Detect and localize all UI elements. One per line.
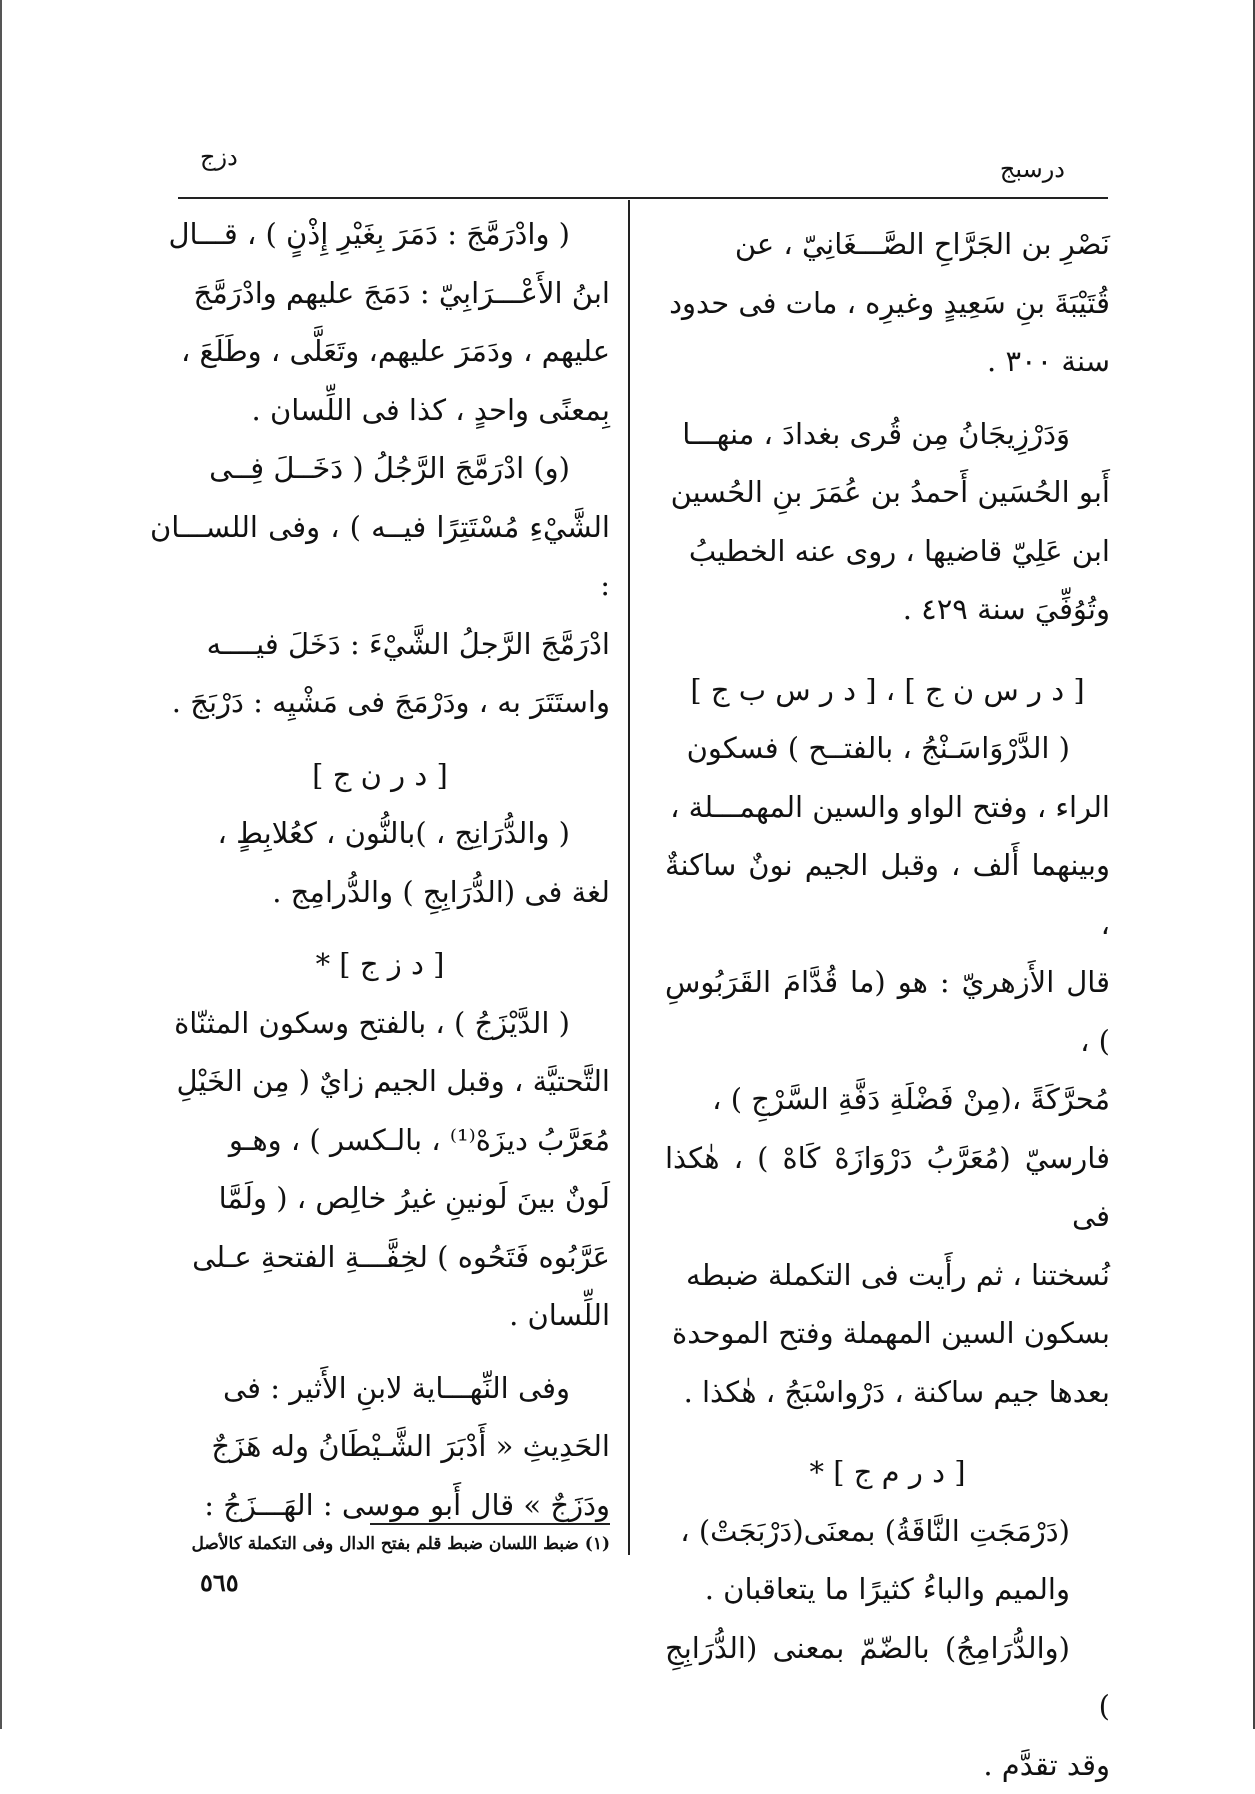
text-line: قال الأَزهريّ : هو (ما قُدَّامَ القَرَبُوسِ ) ، <box>665 953 1110 1070</box>
text-line: مُعَرَّبُ ديزَهْ⁽¹⁾ ، بالـكسر ) ، وهـو <box>150 1111 610 1170</box>
left-paragraph-1 <box>150 205 610 439</box>
text-line: اللِّسان . <box>150 1286 610 1345</box>
text-line: ابنُ الأَعْـــرَابِيّ : دَمَجَ عليهم وادْرَمَّجَ <box>150 264 610 323</box>
text-line: (و) ادْرَمَّجَ الرَّجُلُ ( دَخَــلَ فِــى <box>150 439 610 498</box>
text-line: والميم والباءُ كثيرًا ما يتعاقبان . <box>665 1560 1110 1619</box>
text-line: نَصْرِ بن الجَرَّاحِ الصَّـــغَانِيّ ، عن <box>665 215 1110 274</box>
right-paragraph-4 <box>665 1502 1110 1619</box>
text-line: ( الدَّيْزَجُ ) ، بالفتح وسكون المثنّاة <box>150 994 610 1053</box>
right-paragraph-3 <box>665 719 1110 1421</box>
text-line: وَدَرْزِيجَانُ مِن قُرى بغدادَ ، منهـــا <box>665 405 1110 464</box>
text-line: أَبو الحُسَين أَحمدُ بن عُمَرَ بنِ الحُسين <box>665 463 1110 522</box>
right-column <box>665 215 1110 1794</box>
text-line: ( وادْرَمَّجَ : دَمَرَ بِغَيْرِ إِذْنٍ ) ، قـــال <box>150 205 610 264</box>
running-head-left: دزج <box>200 143 300 171</box>
entry-heading-darmaj: [ د ر م ج ] * <box>665 1443 1110 1502</box>
text-line: الراء ، وفتح الواو والسين المهمـــلة ، <box>665 778 1110 837</box>
header-rule <box>178 197 1108 199</box>
text-line: بسكون السين المهملة وفتح الموحدة <box>665 1304 1110 1363</box>
left-paragraph-5 <box>150 1359 610 1535</box>
text-line: بعدها جيم ساكنة ، دَرْواسْبَجُ ، هٰكذا . <box>665 1363 1110 1422</box>
text-line: ابن عَلِيّ قاضيها ، روى عنه الخطيبُ <box>665 522 1110 581</box>
text-line: عليهم ، ودَمَرَ عليهم، وتَعَلَّى ، وطَلَعَ ، <box>150 322 610 381</box>
text-line: سنة ٣٠٠ . <box>665 332 1110 391</box>
running-head-right: درسبج <box>985 155 1065 183</box>
text-line: وفى النِّهـــاية لابنِ الأَثير : فى <box>150 1359 610 1418</box>
text-line: مُحرَّكَةً ،(مِنْ فَضْلَةِ دَفَّةِ السَّرْجِ ) ، <box>665 1070 1110 1129</box>
text-line: الشَّيْءِ مُسْتَتِرًا فيــه ) ، وفى اللســـان : <box>150 498 610 615</box>
text-line: لَونٌ بينَ لَونينِ غيرُ خالِص ، ( ولَمَّا <box>150 1169 610 1228</box>
text-line: (والدُّرَامِجُ) بالضّمّ بمعنى (الدُّرَابِجِ ) <box>665 1619 1110 1736</box>
text-line: ادْرَمَّجَ الرَّجلُ الشَّيْءَ : دَخَلَ فيــــه <box>150 615 610 674</box>
entry-heading-daranj: [ د ر ن ج ] <box>150 746 610 805</box>
text-line: ودَزَجٌ » قال أَبو موسى : الهَـــزَجُ : <box>150 1476 610 1535</box>
text-line: قُتَيْبَةَ بنِ سَعِيدٍ وغيرِه ، مات فى حدود <box>665 274 1110 333</box>
text-line: واستَتَرَ به ، ودَرْمَجَ فى مَشْيِه : دَرْبَجَ . <box>150 673 610 732</box>
right-paragraph-1 <box>665 215 1110 391</box>
left-column <box>150 205 610 1534</box>
left-page-edge <box>0 0 2 1729</box>
text-line: ( الدَّرْوَاسَـنْجُ ، بالفتــح ) فسكون <box>665 719 1110 778</box>
left-paragraph-3 <box>150 804 610 921</box>
text-line: بِمعنًى واحدٍ ، كذا فى اللِّسان . <box>150 381 610 440</box>
text-line: (دَرْمَجَتِ النَّاقَةُ) بمعنَى(دَرْبَجَتْ) ، <box>665 1502 1110 1561</box>
text-line: وتُوُفِّيَ سنة ٤٢٩ . <box>665 580 1110 639</box>
right-paragraph-5 <box>665 1619 1110 1794</box>
left-paragraph-2 <box>150 439 610 732</box>
footnote: (١) ضبط اللسان ضبط قلم بفتح الدال وفى التكملة كالأصل <box>140 1530 610 1558</box>
right-paragraph-2 <box>665 405 1110 639</box>
text-line: ( والدُّرَانِج ، )بالنُّون ، كعُلابِطٍ ، <box>150 804 610 863</box>
entry-heading-dazaj: [ د ز ج ] * <box>150 935 610 994</box>
entry-heading-darsanj: [ د ر س ن ج ] ، [ د ر س ب ج ] <box>665 661 1110 720</box>
left-paragraph-4 <box>150 994 610 1345</box>
text-line: وبينهما أَلف ، وقبل الجيم نونٌ ساكنةٌ ، <box>665 836 1110 953</box>
text-line: نُسختنا ، ثم رأَيت فى التكملة ضبطه <box>665 1246 1110 1305</box>
text-line: عَرَّبُوه فَتَحُوه ) لخِفَّـــةِ الفتحةِ عـلى <box>150 1228 610 1287</box>
page-number: ٥٦٥ <box>200 1568 250 1597</box>
text-line: وقد تقدَّم . <box>665 1736 1110 1794</box>
text-line: الحَدِيثِ « أَدْبَرَ الشَّـيْطَانُ وله هَزَجٌ <box>150 1417 610 1476</box>
column-divider <box>628 200 630 1555</box>
text-line: لغة فى (الدُّرَابِجِ ) والدُّرامِج . <box>150 863 610 922</box>
footnote-rule <box>370 1523 610 1525</box>
text-line: التَّحتيَّة ، وقبل الجيم زايٌ ( مِن الخَيْلِ <box>150 1052 610 1111</box>
text-line: فارسيّ (مُعَرَّبُ دَرْوَازَهْ كَاهْ ) ، هٰكذا فى <box>665 1129 1110 1246</box>
